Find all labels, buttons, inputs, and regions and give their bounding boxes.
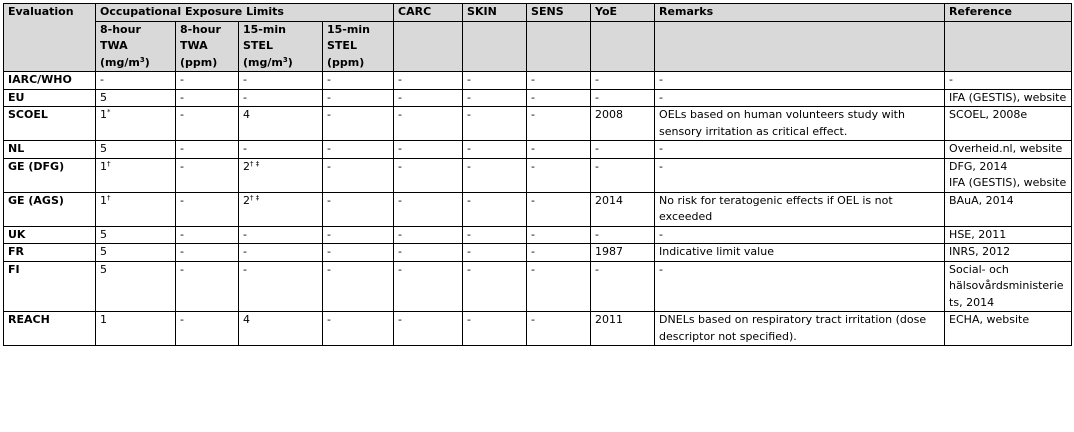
cell-yoe: - [591, 226, 655, 244]
header-skin: SKIN [463, 4, 527, 22]
reference-entry: - [949, 73, 954, 86]
cell-twa-ppm: - [176, 72, 239, 90]
cell-value: 1 [100, 159, 107, 173]
cell-remarks: No risk for teratogenic effects if OEL is not exceeded [655, 192, 945, 226]
cell-twa-mg [96, 261, 176, 312]
cell-sens: - [527, 261, 591, 312]
subheader-stel-mg [239, 21, 323, 72]
subheader-empty-carc [394, 21, 463, 72]
cell-value: - [243, 90, 247, 104]
header-remarks: Remarks [655, 4, 945, 22]
reference-entry: DFG, 2014 [949, 159, 1008, 173]
footnote-marker: * [107, 108, 111, 116]
subheader-unit [100, 55, 171, 72]
cell-yoe: - [591, 158, 655, 192]
cell-skin: - [463, 141, 527, 159]
cell-evaluation: SCOEL [4, 107, 96, 141]
cell-stel-ppm: - [323, 244, 394, 262]
cell-stel-mg [239, 261, 323, 312]
cell-sens: - [527, 72, 591, 90]
cell-twa-mg [96, 312, 176, 346]
cell-stel-mg [239, 72, 323, 90]
cell-carc: - [394, 141, 463, 159]
cell-skin: - [463, 72, 527, 90]
cell-yoe: 1987 [591, 244, 655, 262]
cell-carc: - [394, 261, 463, 312]
cell-remarks: - [655, 72, 945, 90]
cell-evaluation: FI [4, 261, 96, 312]
cell-yoe: - [591, 261, 655, 312]
cell-skin: - [463, 312, 527, 346]
subheader-stel-ppm [323, 21, 394, 72]
cell-yoe: - [591, 89, 655, 107]
cell-stel-ppm: - [323, 141, 394, 159]
cell-reference [945, 244, 1072, 262]
cell-reference [945, 312, 1072, 346]
cell-twa-mg [96, 89, 176, 107]
cell-evaluation: UK [4, 226, 96, 244]
cell-skin: - [463, 244, 527, 262]
cell-value: 1 [100, 193, 107, 207]
cell-value: 1 [100, 313, 107, 326]
footnote-marker: † [107, 159, 111, 168]
cell-stel-mg [239, 244, 323, 262]
header-row-1 [4, 4, 1072, 22]
table-row [4, 261, 1072, 312]
cell-value: - [100, 73, 104, 86]
cell-skin: - [463, 226, 527, 244]
cell-carc: - [394, 192, 463, 226]
header-reference: Reference [945, 4, 1072, 22]
cell-value: 5 [100, 245, 107, 258]
cell-stel-mg [239, 158, 323, 192]
cell-skin: - [463, 107, 527, 141]
cell-carc: - [394, 72, 463, 90]
cell-reference [945, 89, 1072, 107]
cell-value: 1 [100, 108, 107, 121]
unit-superscript: 3 [282, 55, 288, 64]
cell-twa-mg [96, 158, 176, 192]
cell-twa-ppm: - [176, 158, 239, 192]
cell-sens: - [527, 312, 591, 346]
subheader-line: TWA [180, 39, 208, 52]
cell-twa-mg [96, 141, 176, 159]
cell-sens: - [527, 107, 591, 141]
cell-stel-ppm: - [323, 72, 394, 90]
table-body [4, 72, 1072, 346]
cell-yoe: 2011 [591, 312, 655, 346]
cell-value: 4 [243, 108, 250, 121]
cell-value: 2 [243, 193, 250, 207]
header-evaluation: Evaluation [4, 4, 96, 72]
cell-twa-mg [96, 107, 176, 141]
cell-reference [945, 192, 1072, 226]
cell-twa-ppm: - [176, 107, 239, 141]
cell-value: 5 [100, 90, 107, 104]
cell-remarks: OELs based on human volunteers study with sensory irritation as critical effect. [655, 107, 945, 141]
cell-evaluation: FR [4, 244, 96, 262]
cell-value: 5 [100, 262, 107, 276]
cell-yoe: 2008 [591, 107, 655, 141]
table-row [4, 89, 1072, 107]
subheader-twa-ppm [176, 21, 239, 72]
cell-evaluation: GE (AGS) [4, 192, 96, 226]
subheader-empty-remarks [655, 21, 945, 72]
cell-evaluation: NL [4, 141, 96, 159]
table-row [4, 72, 1072, 90]
cell-value: - [243, 245, 247, 258]
cell-stel-mg [239, 192, 323, 226]
subheader-line: 8-hour [180, 22, 221, 36]
cell-carc: - [394, 107, 463, 141]
cell-skin: - [463, 89, 527, 107]
cell-remarks: Indicative limit value [655, 244, 945, 262]
subheader-line: TWA [100, 39, 128, 52]
header-row-2 [4, 21, 1072, 72]
cell-yoe: - [591, 72, 655, 90]
subheader-unit: (ppm) [180, 55, 218, 69]
cell-skin: - [463, 158, 527, 192]
cell-carc: - [394, 89, 463, 107]
header-sens: SENS [527, 4, 591, 22]
cell-remarks: - [655, 226, 945, 244]
cell-skin: - [463, 261, 527, 312]
cell-yoe: - [591, 141, 655, 159]
cell-value: 4 [243, 313, 250, 326]
oel-table-container [3, 3, 1072, 346]
cell-value: 2 [243, 159, 250, 173]
cell-stel-ppm: - [323, 226, 394, 244]
cell-stel-ppm: - [323, 261, 394, 312]
cell-remarks: DNELs based on respiratory tract irritation (dose descriptor not specified). [655, 312, 945, 346]
cell-twa-ppm: - [176, 261, 239, 312]
reference-entry: Overheid.nl, website [949, 142, 1063, 155]
cell-reference [945, 158, 1072, 192]
cell-value: - [243, 142, 247, 155]
subheader-empty-reference [945, 21, 1072, 72]
cell-value: 5 [100, 227, 107, 241]
cell-twa-ppm: - [176, 192, 239, 226]
unit-text: (mg/m [100, 55, 140, 69]
cell-evaluation: REACH [4, 312, 96, 346]
cell-stel-ppm: - [323, 312, 394, 346]
cell-twa-mg [96, 192, 176, 226]
cell-stel-mg [239, 312, 323, 346]
cell-evaluation: IARC/WHO [4, 72, 96, 90]
reference-entry: HSE, 2011 [949, 227, 1007, 241]
subheader-unit [243, 55, 318, 72]
subheader-line: STEL [243, 39, 273, 52]
oel-table [3, 3, 1072, 346]
cell-stel-mg [239, 141, 323, 159]
cell-sens: - [527, 158, 591, 192]
reference-entry: Social- och hälsovårdsministeriets, 2014 [949, 262, 1064, 309]
cell-value: - [243, 262, 247, 276]
cell-evaluation: GE (DFG) [4, 158, 96, 192]
header-yoe: YoE [591, 4, 655, 22]
cell-twa-mg [96, 244, 176, 262]
cell-twa-ppm: - [176, 244, 239, 262]
cell-sens: - [527, 226, 591, 244]
subheader-line: STEL [327, 39, 357, 52]
cell-reference [945, 72, 1072, 90]
cell-reference [945, 226, 1072, 244]
cell-stel-ppm: - [323, 158, 394, 192]
unit-text: (mg/m [243, 55, 283, 69]
unit-close: ) [287, 55, 293, 69]
footnote-marker: † ‡ [250, 193, 260, 202]
cell-carc: - [394, 312, 463, 346]
subheader-empty-sens [527, 21, 591, 72]
reference-entry: IFA (GESTIS), website [949, 176, 1067, 189]
cell-twa-ppm: - [176, 141, 239, 159]
cell-skin: - [463, 192, 527, 226]
cell-value: 5 [100, 142, 107, 155]
subheader-empty-yoe [591, 21, 655, 72]
table-row [4, 141, 1072, 159]
subheader-empty-skin [463, 21, 527, 72]
footnote-marker: † [107, 193, 111, 202]
cell-carc: - [394, 244, 463, 262]
cell-value: - [243, 227, 247, 241]
cell-sens: - [527, 244, 591, 262]
reference-entry: IFA (GESTIS), website [949, 90, 1067, 104]
cell-evaluation: EU [4, 89, 96, 107]
cell-twa-ppm: - [176, 89, 239, 107]
cell-twa-ppm: - [176, 312, 239, 346]
subheader-line: 8-hour [100, 22, 141, 36]
cell-carc: - [394, 158, 463, 192]
reference-entry: INRS, 2012 [949, 245, 1011, 258]
unit-close: ) [144, 55, 150, 69]
cell-reference [945, 141, 1072, 159]
cell-remarks: - [655, 89, 945, 107]
subheader-unit: (ppm) [327, 55, 365, 69]
unit-superscript: 3 [139, 55, 145, 64]
cell-stel-ppm: - [323, 89, 394, 107]
table-row [4, 107, 1072, 141]
cell-sens: - [527, 192, 591, 226]
subheader-line: 15-min [243, 22, 286, 36]
table-row [4, 158, 1072, 192]
table-row [4, 192, 1072, 226]
cell-carc: - [394, 226, 463, 244]
table-row [4, 244, 1072, 262]
cell-stel-mg [239, 89, 323, 107]
cell-remarks: - [655, 158, 945, 192]
table-row [4, 312, 1072, 346]
cell-yoe: 2014 [591, 192, 655, 226]
cell-stel-mg [239, 226, 323, 244]
cell-sens: - [527, 89, 591, 107]
cell-stel-mg [239, 107, 323, 141]
reference-entry: ECHA, website [949, 313, 1030, 326]
cell-remarks: - [655, 261, 945, 312]
subheader-line: 15-min [327, 22, 370, 36]
footnote-marker: † ‡ [250, 159, 260, 168]
cell-remarks: - [655, 141, 945, 159]
table-row [4, 226, 1072, 244]
cell-twa-ppm: - [176, 226, 239, 244]
header-carc: CARC [394, 4, 463, 22]
subheader-twa-mg [96, 21, 176, 72]
cell-twa-mg [96, 226, 176, 244]
cell-twa-mg [96, 72, 176, 90]
cell-reference [945, 261, 1072, 312]
cell-sens: - [527, 141, 591, 159]
cell-stel-ppm: - [323, 107, 394, 141]
reference-entry: BAuA, 2014 [949, 193, 1014, 207]
header-occupational-exposure-limits: Occupational Exposure Limits [96, 4, 394, 22]
reference-entry: SCOEL, 2008e [949, 108, 1028, 121]
cell-stel-ppm: - [323, 192, 394, 226]
cell-reference [945, 107, 1072, 141]
cell-value: - [243, 73, 247, 86]
